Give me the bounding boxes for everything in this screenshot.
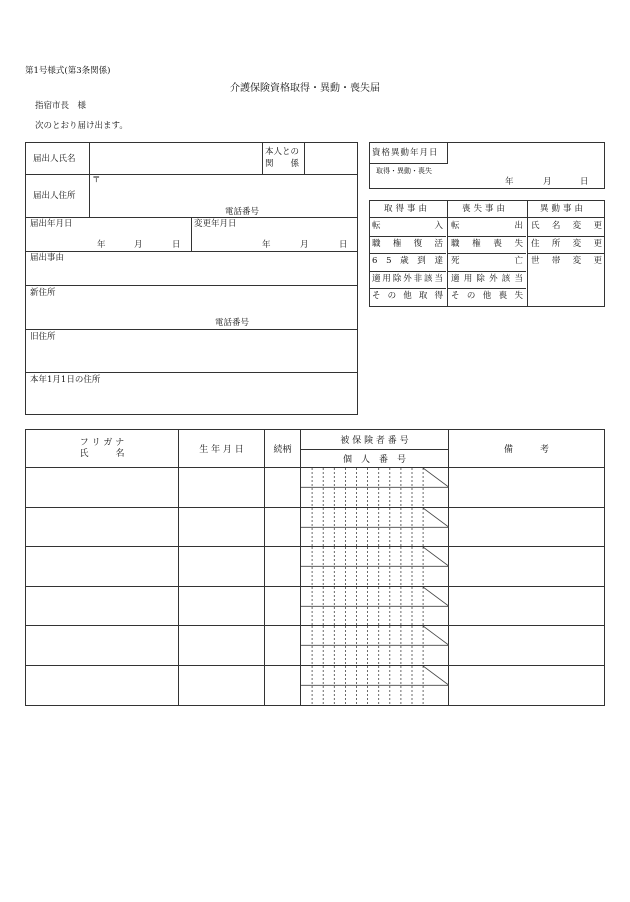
relation-cell[interactable] (265, 665, 301, 705)
table-row (26, 665, 605, 705)
lose-reason-item[interactable]: 職 権 喪 失 (451, 238, 523, 249)
name-header (26, 430, 179, 468)
relation-cell[interactable] (265, 507, 301, 547)
qualification-year: 年 (505, 177, 514, 187)
change-month: 月 (300, 240, 309, 250)
acquire-reason-item[interactable]: そ の 他 取 得 (372, 291, 443, 302)
acquire-header: 取得事由 (384, 204, 431, 214)
new-address-field[interactable] (26, 299, 357, 317)
relation-label-2: 関 係 (265, 159, 300, 169)
relation-header: 続柄 (265, 430, 301, 468)
change-reason-item[interactable]: 氏 名 変 更 (531, 221, 602, 231)
number-cell[interactable] (301, 626, 449, 666)
applicant-address-field[interactable] (90, 175, 357, 216)
relation-cell[interactable] (265, 586, 301, 626)
table-row (26, 507, 605, 547)
furigana-label: フ リ ガ ナ (79, 437, 125, 448)
relation-cell[interactable] (265, 468, 301, 508)
birth-cell[interactable] (179, 665, 265, 705)
relation-field[interactable] (305, 143, 357, 173)
intro-text: 次のとおり届け出ます。 (35, 121, 128, 131)
name-cell[interactable] (26, 586, 179, 626)
number-digit-grid (301, 626, 449, 665)
relation-cell[interactable] (265, 547, 301, 587)
birth-cell[interactable] (179, 468, 265, 508)
table-row (26, 626, 605, 666)
acquire-reason-item[interactable]: 転 入 (372, 221, 443, 231)
change-year: 年 (262, 240, 271, 250)
lose-reason-item[interactable]: 死 亡 (451, 256, 523, 267)
birth-cell[interactable] (179, 507, 265, 547)
number-cell[interactable] (301, 507, 449, 547)
addressee: 指宿市長 様 (35, 101, 87, 111)
birth-cell[interactable] (179, 586, 265, 626)
number-cell[interactable] (301, 547, 449, 587)
old-address-label: 旧住所 (30, 332, 56, 342)
number-digit-grid (301, 547, 449, 586)
submit-year: 年 (97, 240, 106, 250)
table-row (26, 586, 605, 626)
jan1-address-label: 本年1月1日の住所 (30, 375, 101, 385)
qualification-day: 日 (580, 177, 589, 187)
personal-no-header: 個 人 番 号 (301, 450, 449, 468)
remarks-cell[interactable] (449, 586, 605, 626)
number-digit-grid (301, 666, 449, 705)
submit-month: 月 (134, 240, 143, 250)
applicant-address-label: 届出人住所 (33, 191, 76, 201)
name-cell[interactable] (26, 626, 179, 666)
number-digit-grid (301, 468, 449, 507)
applicant-phone-label: 電話番号 (225, 207, 260, 217)
birth-cell[interactable] (179, 626, 265, 666)
birth-cell[interactable] (179, 547, 265, 587)
change-day: 日 (339, 240, 348, 250)
reason-label: 届出事由 (30, 253, 65, 263)
new-phone-label: 電話番号 (215, 318, 250, 328)
insured-no-header: 被 保 険 者 番 号 (301, 430, 449, 450)
number-cell[interactable] (301, 468, 449, 508)
name-label: 氏 名 (79, 448, 125, 459)
number-cell[interactable] (301, 665, 449, 705)
number-cell[interactable] (301, 586, 449, 626)
name-cell[interactable] (26, 665, 179, 705)
name-cell[interactable] (26, 547, 179, 587)
remarks-cell[interactable] (449, 626, 605, 666)
form-number: 第1号様式(第3条関係) (25, 66, 111, 76)
qualification-change-date-label: 資格異動年月日 (372, 148, 439, 158)
qualification-month: 月 (543, 177, 552, 187)
jan1-address-field[interactable] (26, 386, 357, 414)
relation-cell[interactable] (265, 626, 301, 666)
acquire-reason-item[interactable]: 職 権 復 活 (372, 238, 443, 249)
change-date-label: 変更年月日 (194, 219, 237, 229)
change-sub-label: 取得・異動・喪失 (376, 167, 432, 175)
number-digit-grid (301, 587, 449, 626)
name-cell[interactable] (26, 468, 179, 508)
applicant-name-field[interactable] (90, 143, 261, 173)
reason-field[interactable] (26, 264, 357, 284)
birth-header: 生 年 月 日 (179, 430, 265, 468)
relation-label: 本人との (265, 147, 300, 157)
remarks-cell[interactable] (449, 547, 605, 587)
change-reason-item[interactable]: 住 所 変 更 (531, 238, 602, 249)
old-address-field[interactable] (26, 343, 357, 371)
remarks-cell[interactable] (449, 507, 605, 547)
insured-person-table (25, 429, 605, 706)
lose-header: 喪失事由 (462, 204, 509, 214)
change-reason-item[interactable]: 世 帯 変 更 (531, 256, 602, 267)
postal-mark: 〒 (92, 175, 101, 185)
acquire-reason-item[interactable]: 適 用 除 外 非 該 当 (372, 273, 443, 284)
acquire-reason-item[interactable]: 6 5 歳 到 達 (372, 256, 443, 267)
table-row (26, 468, 605, 508)
number-digit-grid (301, 508, 449, 547)
lose-reason-item[interactable]: 転 出 (451, 221, 523, 231)
remarks-header: 備 考 (449, 430, 605, 468)
submit-date-label: 届出年月日 (30, 219, 73, 229)
submit-day: 日 (172, 240, 181, 250)
new-address-label: 新住所 (30, 288, 56, 298)
lose-reason-item[interactable]: そ の 他 喪 失 (451, 291, 523, 302)
remarks-cell[interactable] (449, 665, 605, 705)
change-header: 異動事由 (540, 204, 587, 214)
applicant-name-label: 届出人氏名 (33, 154, 76, 164)
remarks-cell[interactable] (449, 468, 605, 508)
form-title: 介護保険資格取得・異動・喪失届 (230, 83, 380, 94)
name-cell[interactable] (26, 507, 179, 547)
table-row (26, 547, 605, 587)
lose-reason-item[interactable]: 適 用 除 外 該 当 (451, 273, 523, 284)
